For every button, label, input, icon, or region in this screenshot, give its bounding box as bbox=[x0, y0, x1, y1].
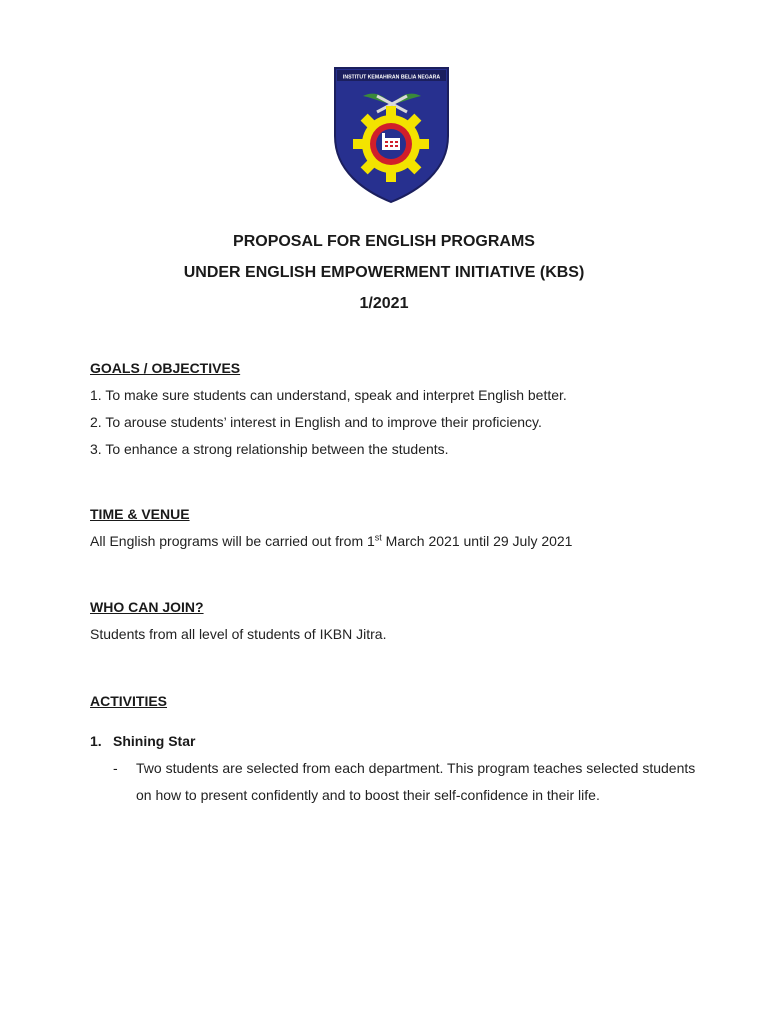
title-line-2: UNDER ENGLISH EMPOWERMENT INITIATIVE (KBS) bbox=[183, 264, 585, 281]
who-text: Students from all level of students of IKBN Jitra. bbox=[90, 626, 387, 642]
time-venue-heading: TIME & VENUE bbox=[90, 506, 190, 522]
activities-section bbox=[90, 688, 690, 715]
institute-logo bbox=[333, 66, 450, 204]
goal-item: 1. To make sure students can understand, speak and interpret English better. bbox=[90, 387, 567, 403]
who-section bbox=[90, 594, 690, 648]
time-venue-section bbox=[90, 501, 690, 555]
activity-description: Two students are selected from each department. This program teaches selected students on how to present confidently and to boost their self-confidence in their life. bbox=[136, 760, 696, 803]
document-title bbox=[0, 226, 768, 319]
goals-section bbox=[90, 355, 690, 463]
time-venue-text bbox=[90, 528, 690, 555]
goal-item: 2. To arouse students’ interest in English and to improve their proficiency. bbox=[90, 414, 542, 430]
activity-number: 1. bbox=[90, 733, 102, 749]
activity-bullet bbox=[90, 755, 696, 809]
goal-item: 3. To enhance a strong relationship between the students. bbox=[90, 441, 449, 457]
goals-heading: GOALS / OBJECTIVES bbox=[90, 360, 241, 376]
title-line-1: PROPOSAL FOR ENGLISH PROGRAMS bbox=[233, 233, 535, 250]
logo-banner-text: INSTITUT KEMAHIRAN BELIA NEGARA bbox=[342, 74, 441, 81]
activities-heading: ACTIVITIES bbox=[90, 693, 168, 709]
bullet-dash: - bbox=[113, 760, 118, 776]
title-line-3: 1/2021 bbox=[359, 295, 409, 312]
gear-icon bbox=[353, 106, 429, 182]
date-ordinal-suffix: st bbox=[374, 532, 382, 543]
time-venue-text-end: March 2021 until 29 July 2021 bbox=[381, 533, 573, 549]
activity-name: Shining Star bbox=[113, 733, 196, 749]
activity-title bbox=[90, 728, 690, 755]
activity-item bbox=[90, 728, 696, 809]
who-heading: WHO CAN JOIN? bbox=[90, 599, 204, 615]
time-venue-text-start: All English programs will be carried out from 1 bbox=[90, 533, 375, 549]
